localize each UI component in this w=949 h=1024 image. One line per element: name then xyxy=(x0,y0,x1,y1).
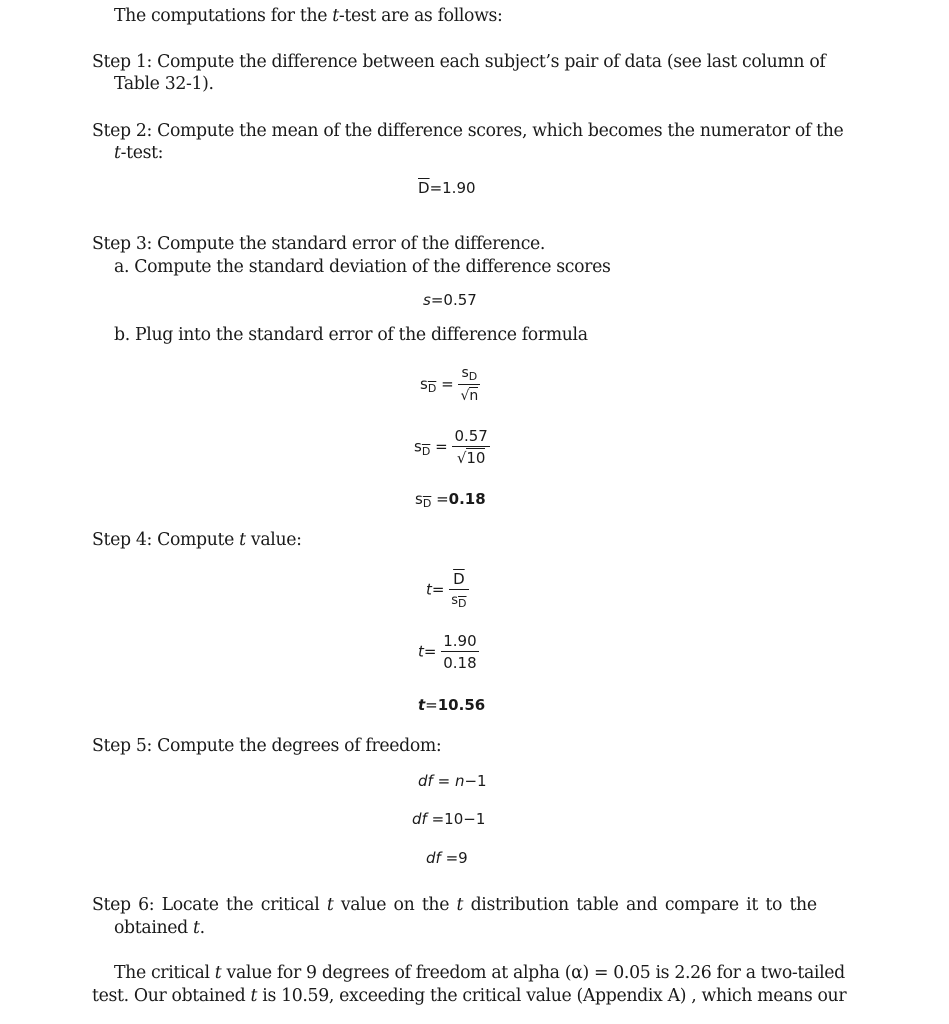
t-plug-fraction xyxy=(441,632,478,672)
se-numerator: $s_D$ xyxy=(458,364,480,385)
equals-sign: = xyxy=(429,179,443,197)
equation-df-plugged xyxy=(412,810,485,828)
step6-line1: Step 6: Locate the critical t value on the t distribution table and compare it to the xyxy=(92,895,817,915)
equals-sign: = xyxy=(437,772,455,790)
se-lhs-sub: D xyxy=(422,497,432,510)
step4-text-end: value: xyxy=(245,530,302,550)
se-plug-fraction xyxy=(452,427,489,467)
df-symbol: df xyxy=(426,849,441,867)
t-numerator: $\overline{D}$ xyxy=(449,570,468,590)
df-symbol: df xyxy=(412,810,427,828)
equals-sign: = xyxy=(435,437,448,456)
equation-se-plugged xyxy=(414,427,490,467)
minus-one: −1 xyxy=(464,772,487,790)
t-fraction xyxy=(449,570,468,610)
se-value: 0.18 xyxy=(448,490,486,508)
intro-text: The computations for the xyxy=(114,6,333,26)
step2-line2 xyxy=(114,142,163,164)
se-lhs-sub: D xyxy=(421,444,431,458)
se-denominator: √n xyxy=(460,388,479,404)
equals-sign: = xyxy=(441,375,454,393)
step4-text: Step 4: Compute xyxy=(92,530,240,550)
t-denominator: $s_{\overline{D}}$ xyxy=(451,593,467,610)
equation-se-result xyxy=(415,490,486,510)
se-plug-numerator: 0.57 xyxy=(454,427,488,445)
sd-value: 0.57 xyxy=(443,291,477,309)
equals-sign: = xyxy=(431,580,445,599)
t-plug-denominator: 0.18 xyxy=(443,654,477,672)
df-plugged-rhs: =10−1 xyxy=(431,810,486,828)
step6-line2: obtained t. xyxy=(114,918,205,938)
se-lhs: s xyxy=(420,375,428,393)
step1-line2: Table 32-1). xyxy=(114,74,214,94)
step2-line1: Step 2: Compute the mean of the difference scores, which becomes the numerator of the xyxy=(92,121,844,141)
equation-t-plugged xyxy=(418,632,479,672)
equals-sign: = xyxy=(423,642,437,661)
step4-title xyxy=(92,529,302,551)
equation-t-formula xyxy=(426,570,469,610)
se-fraction xyxy=(458,364,480,405)
equation-std-dev xyxy=(423,291,477,309)
step2-test-word: -test: xyxy=(120,143,164,163)
equation-t-result xyxy=(418,696,485,714)
df-result-rhs: =9 xyxy=(445,849,468,867)
conclusion-line2: test. Our obtained t is 10.59, exceeding the critical value (Appendix A) , which means our xyxy=(92,986,847,1006)
step2-t: t xyxy=(114,143,121,163)
intro-text-end: -test are as follows: xyxy=(338,6,503,26)
equals-sign: = xyxy=(430,291,444,309)
equals-sign: = xyxy=(425,696,438,714)
t-symbol: t xyxy=(426,580,432,599)
se-plug-denominator: √10 xyxy=(456,449,486,467)
equation-df-formula xyxy=(418,772,487,790)
step3-a: a. Compute the standard deviation of the difference scores xyxy=(114,257,611,277)
step4-t: t xyxy=(239,530,246,550)
equation-mean-difference xyxy=(418,179,476,197)
n-symbol: n xyxy=(454,772,465,790)
t-symbol: t xyxy=(418,642,424,661)
se-lhs-sub: D xyxy=(427,382,437,395)
se-lhs: s xyxy=(414,437,422,456)
df-symbol: df xyxy=(418,772,433,790)
mean-value: 1.90 xyxy=(442,179,476,197)
se-lhs: s xyxy=(415,490,423,508)
s-symbol: s xyxy=(423,291,431,309)
t-plug-numerator: 1.90 xyxy=(443,632,477,650)
step1-line1: Step 1: Compute the difference between each subject’s pair of data (see last column of xyxy=(92,52,826,72)
t-value: 10.56 xyxy=(437,696,486,714)
d-bar-symbol: $\overline{D}$ xyxy=(418,179,430,197)
equation-se-formula xyxy=(420,364,480,405)
t-symbol: t xyxy=(418,696,426,714)
conclusion-line1: The critical t value for 9 degrees of freedom at alpha (α) = 0.05 is 2.26 for a two-tailed xyxy=(114,963,845,983)
equation-df-result xyxy=(426,849,468,867)
step3-b: b. Plug into the standard error of the difference formula xyxy=(114,325,588,345)
intro-line xyxy=(114,5,503,27)
intro-t: t xyxy=(332,6,339,26)
equals-sign: = xyxy=(436,490,449,508)
step3-title: Step 3: Compute the standard error of the difference. xyxy=(92,234,546,254)
step5-title: Step 5: Compute the degrees of freedom: xyxy=(92,736,442,756)
